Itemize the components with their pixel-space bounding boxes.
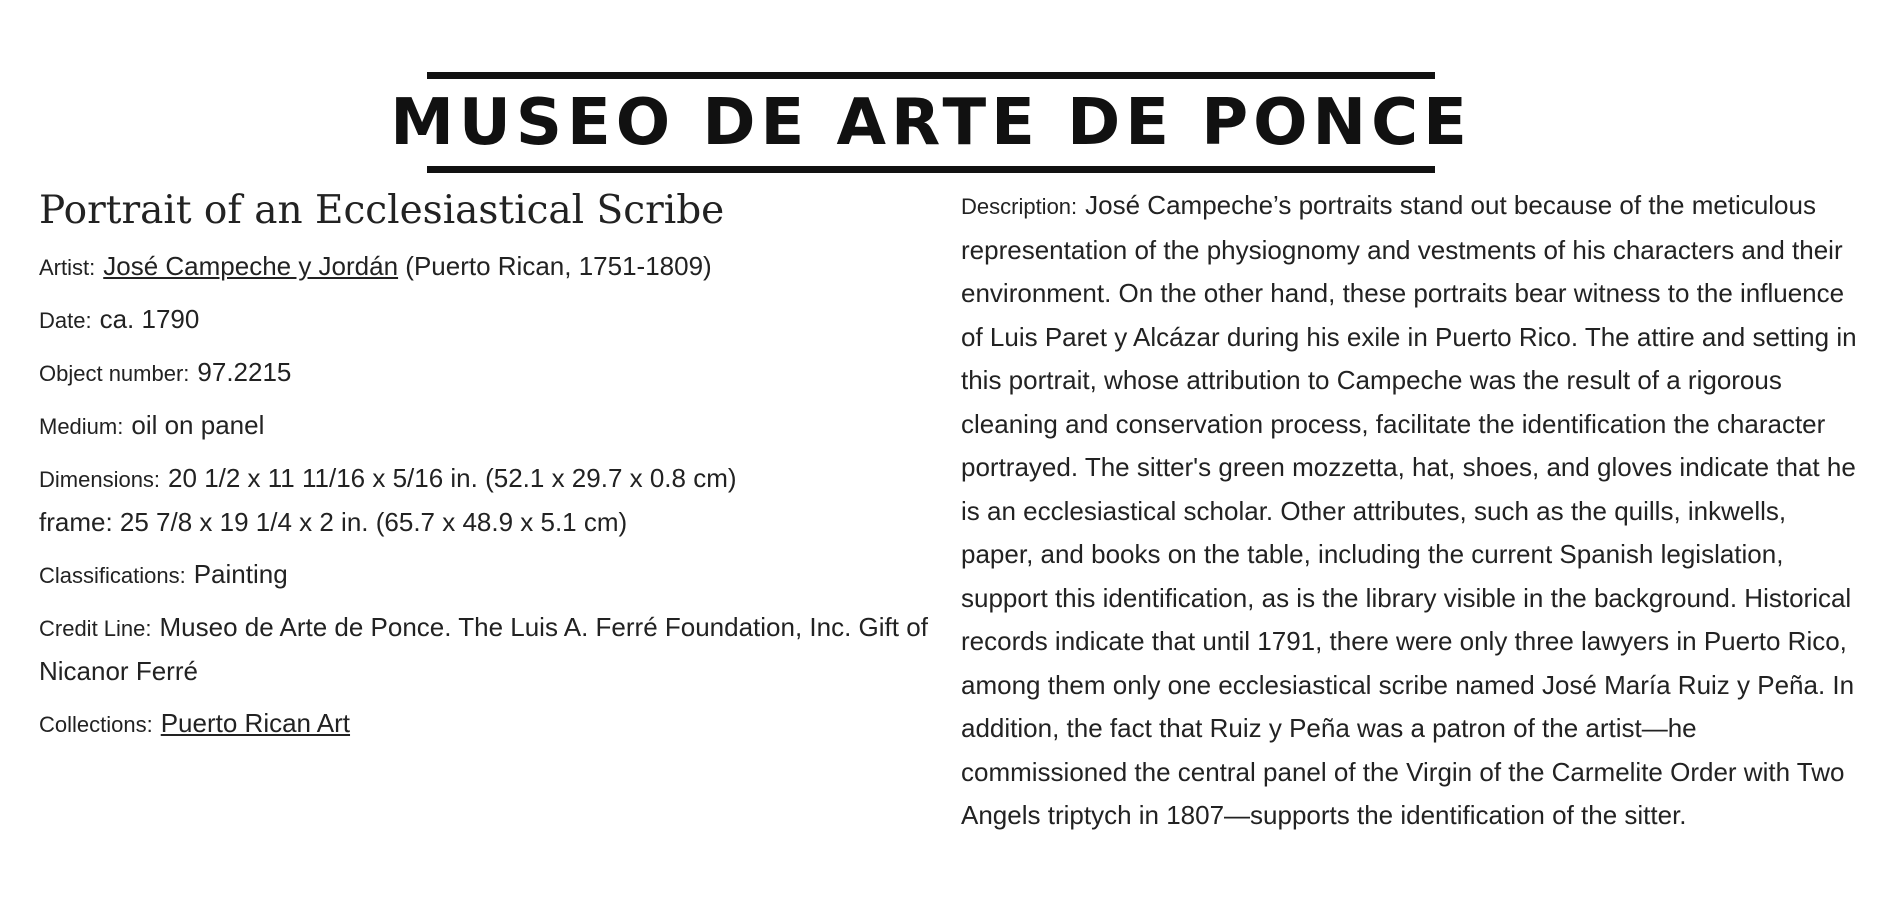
medium-field — [39, 404, 929, 448]
frame-dimensions: frame: 25 7/8 x 19 1/4 x 2 in. (65.7 x 48.9 x 5.1 cm) — [39, 507, 628, 537]
credit-line-field — [39, 606, 929, 693]
classifications-value: Painting — [193, 559, 288, 589]
collections-field — [39, 702, 929, 746]
artist-label: Artist: — [39, 255, 96, 280]
artist-details: (Puerto Rican, 1751-1809) — [398, 251, 712, 281]
dimensions-label: Dimensions: — [39, 467, 161, 492]
dimensions-field — [39, 457, 929, 544]
credit-line-label: Credit Line: — [39, 616, 152, 641]
description-label: Description: — [961, 194, 1078, 219]
date-value: ca. 1790 — [99, 304, 200, 334]
dimensions-value: 20 1/2 x 11 11/16 x 5/16 in. (52.1 x 29.7 x 0.8 cm) — [168, 463, 737, 493]
date-label: Date: — [39, 308, 92, 333]
collections-link[interactable]: Puerto Rican Art — [160, 708, 351, 738]
object-number-field — [39, 351, 929, 395]
date-field — [39, 298, 929, 342]
logo-text: MUSEO DE ARTE DE PONCE — [390, 85, 1472, 160]
classifications-label: Classifications: — [39, 563, 186, 588]
description-text: José Campeche’s portraits stand out because of the meticulous representation of the physiognomy and vestments of his characters and their environment. On the other hand, these portraits bear witness to the influence of Luis Paret y Alcázar during his exile in Puerto Rico. The attire and setting in this portrait, whose attribution to Campeche was the result of a rigorous cleaning and conservation process, facilitate the identification the character portrayed. The sitter's green mozzetta, hat, shoes, and gloves indicate that he is an ecclesiastical scholar. Other attributes, such as the quills, inkwells, paper, and books on the table, including the current Spanish legislation, support this identification, as is the library visible in the background. Historical records indicate that until 1791, there were only three lawyers in Puerto Rico, among them only one ecclesiastical scribe named José María Ruiz y Peña. In addition, the fact that Ruiz y Peña was a patron of the artist—he commissioned the central panel of the Virgin of the Carmelite Order with Two Angels triptych in 1807—supports the identification of the sitter. — [961, 190, 1857, 830]
description-section — [961, 184, 1861, 838]
medium-label: Medium: — [39, 414, 124, 439]
credit-line-value: Museo de Arte de Ponce. The Luis A. Ferré Foundation, Inc. Gift of Nicanor Ferré — [39, 612, 928, 686]
artist-field — [39, 245, 929, 289]
object-number-value: 97.2215 — [197, 357, 292, 387]
classifications-field — [39, 553, 929, 597]
medium-value: oil on panel — [131, 410, 265, 440]
object-details — [39, 183, 929, 755]
object-number-label: Object number: — [39, 361, 190, 386]
collections-label: Collections: — [39, 712, 153, 737]
artist-link[interactable]: José Campeche y Jordán — [103, 251, 399, 281]
museum-logo[interactable] — [390, 72, 1472, 173]
object-title: Portrait of an Ecclesiastical Scribe — [39, 188, 725, 233]
